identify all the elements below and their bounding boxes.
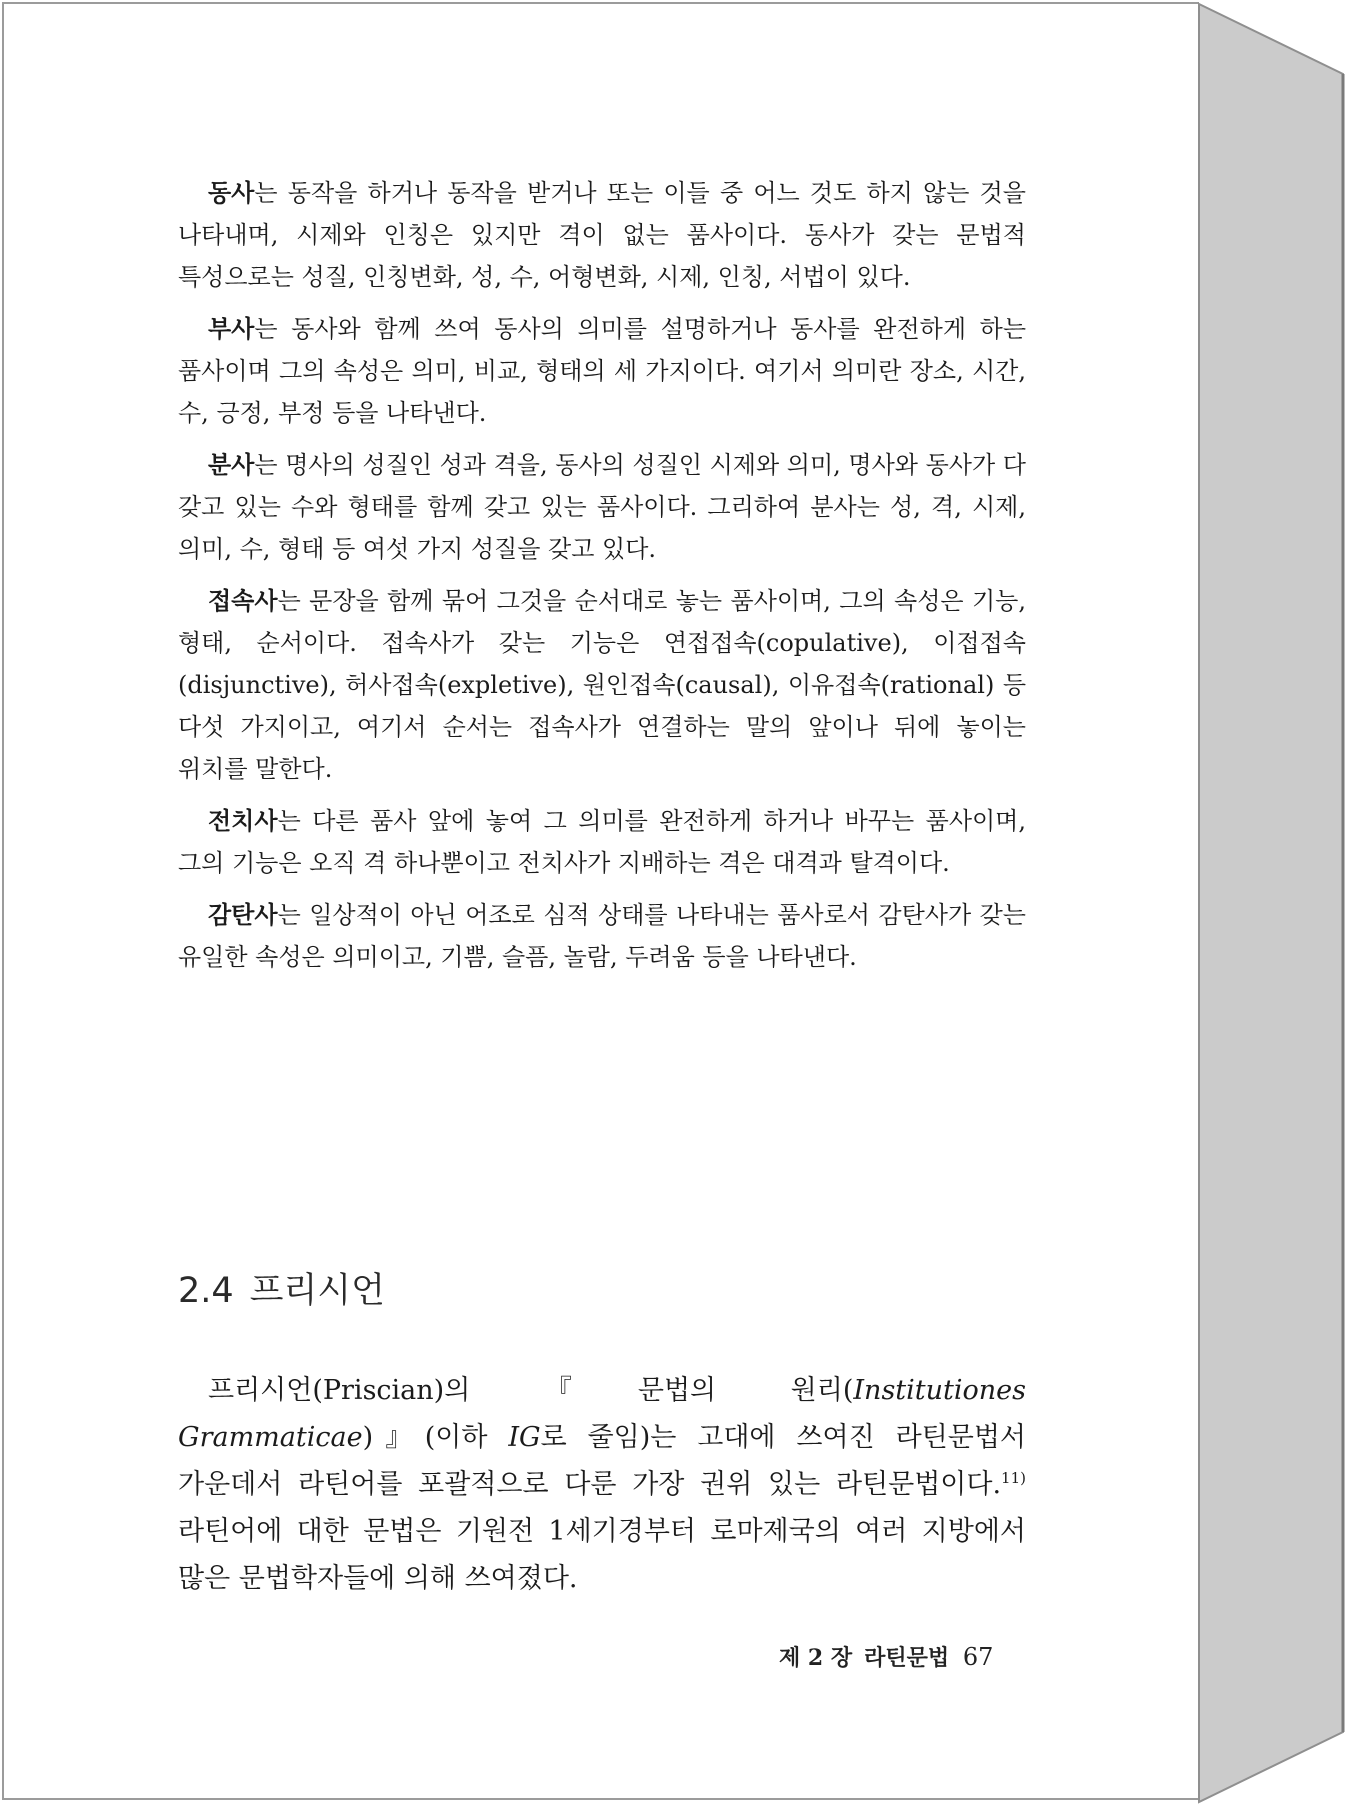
- section-body: [178, 1367, 1026, 1602]
- section-text-d: 라틴어에 대한 문법은 기원전 1세기경부터 로마제국의 여러 지방에서 많은 문법학자들에 의해 쓰여졌다.: [178, 1516, 1026, 1594]
- paragraph-preposition: [178, 800, 1026, 884]
- section-text-b: )』(이하: [362, 1422, 509, 1453]
- paragraph-adverb: [178, 308, 1026, 434]
- page-number: 67: [962, 1643, 994, 1671]
- paragraph-text: 는 명사의 성질인 성과 격을, 동사의 성질인 시제와 의미, 명사와 동사가 다 갖고 있는 수와 형태를 함께 갖고 있는 품사이다. 그리하여 분사는 성, 격, 시제, 의미, 수, 형태 등 여섯 가지 성질을 갖고 있다.: [178, 451, 1026, 563]
- paragraph-text: 는 동사와 함께 쓰여 동사의 의미를 설명하거나 동사를 완전하게 하는 품사이며 그의 속성은 의미, 비교, 형태의 세 가지이다. 여기서 의미란 장소, 시간, 수, 긍정, 부정 등을 나타낸다.: [178, 315, 1026, 427]
- term-participle: 분사: [208, 450, 255, 479]
- paragraph-participle: [178, 444, 1026, 570]
- footnote-marker[interactable]: 11): [1001, 1469, 1026, 1487]
- section-number: 2.4: [178, 1271, 234, 1311]
- footer-chapter: 제 2 장: [779, 1645, 853, 1671]
- page-footer: [779, 1641, 993, 1672]
- term-conjunction: 접속사: [208, 586, 278, 615]
- section-text-a: 프리시언(Priscian)의 『문법의 원리(: [208, 1375, 854, 1406]
- paragraph-interjection: [178, 894, 1026, 978]
- paragraph-conjunction: [178, 580, 1026, 790]
- term-adverb: 부사: [208, 314, 255, 343]
- term-preposition: 전치사: [208, 806, 278, 835]
- paragraph-text: 는 다른 품사 앞에 놓여 그 의미를 완전하게 하거나 바꾸는 품사이며, 그의 기능은 오직 격 하나뿐이고 전치사가 지배하는 격은 대격과 탈격이다.: [178, 807, 1026, 877]
- term-verb: 동사: [208, 178, 255, 207]
- book-page: [2, 2, 1199, 1800]
- abbreviation-italic: IG: [508, 1422, 541, 1453]
- paragraph-verb: [178, 172, 1026, 298]
- book-title-italic: Institutiones Grammaticae: [178, 1375, 1026, 1453]
- section-paragraph: [178, 1367, 1026, 1602]
- section-heading: [178, 1266, 385, 1316]
- paragraph-text: 는 문장을 함께 묶어 그것을 순서대로 놓는 품사이며, 그의 속성은 기능, 형태, 순서이다. 접속사가 갖는 기능은 연접접속(copulative), 이접접속(disjunctive), 허사접속(expletive), 원인접속(causal), 이유접속(rational) 등 다섯 가지이고, 여기서 순서는 접속사가 연결하는 말의 앞이나 뒤에 놓이는 위치를 말한다.: [178, 587, 1026, 783]
- footer-title: 라틴문법: [864, 1645, 950, 1671]
- paragraph-text: 는 일상적이 아닌 어조로 심적 상태를 나타내는 품사로서 감탄사가 갖는 유일한 속성은 의미이고, 기쁨, 슬픔, 놀람, 두려움 등을 나타낸다.: [178, 901, 1026, 971]
- term-interjection: 감탄사: [208, 900, 278, 929]
- section-text-c: 로 줄임)는 고대에 쓰여진 라틴문법서 가운데서 라틴어를 포괄적으로 다룬 가장 권위 있는 라틴문법이다.: [178, 1422, 1026, 1500]
- section-title: 프리시언: [249, 1271, 385, 1311]
- paragraph-text: 는 동작을 하거나 동작을 받거나 또는 이들 중 어느 것도 하지 않는 것을 나타내며, 시제와 인칭은 있지만 격이 없는 품사이다. 동사가 갖는 문법적 특성으로는 성질, 인칭변화, 성, 수, 어형변화, 시제, 인칭, 서법이 있다.: [178, 179, 1026, 291]
- book-side-face: [1199, 4, 1343, 1802]
- body-text: [178, 172, 1026, 988]
